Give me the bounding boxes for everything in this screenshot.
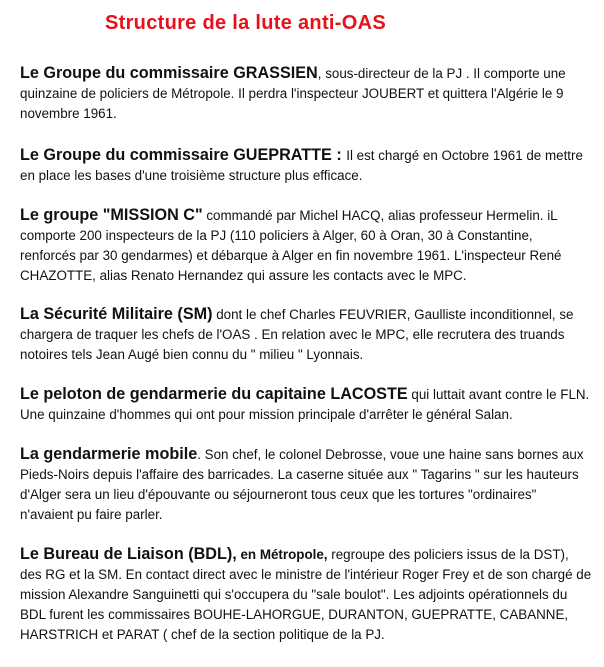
section-heading: Le groupe "MISSION C" [20, 206, 203, 224]
section-emphasis: en Métropole, [236, 547, 328, 562]
section-text: regroupe des policiers issus de la DST), des RG et la SM. En contact direct avec le ministre de l'intérieur Roger Frey et de son chargé de mission Alexandre Sanguinetti qui s'occupera du "sale boulot". Les adjoints opérationnels du BDL furent les commissaires BOUHE-LAHORGUE, DURANTON, GUEPRATTE, CABANNE, HARSTRICH et PARAT ( chef de la section politique de la PJ. [20, 547, 592, 642]
section-mission-c [20, 205, 592, 286]
section-heading: Le Groupe du commissaire GUEPRATTE : [20, 146, 347, 164]
section-peloton-lacoste [20, 384, 592, 425]
section-text: qui luttait avant contre le FLN. Une quinzaine d'hommes qui ont pour mission principale d'arrêter le général Salan. [20, 387, 590, 422]
section-text: dont le chef Charles FEUVRIER, Gaulliste inconditionnel, se chargera de traquer les chefs de l'OAS . En relation avec le MPC, elle recrutera des truands notoires tels Jean Augé bien connu du " milieu " Lyonnais. [20, 307, 574, 362]
section-text: commandé par Michel HACQ, alias professeur Hermelin. iL comporte 200 inspecteurs de la PJ (110 policiers à Alger, 60 à Oran, 30 à Constantine, renforcés par 30 gendarmes) et débarque à Alger en fin novembre 1961. L'inspecteur René CHAZOTTE, alias Renato Hernandez qui assure les contacts avec le MPC. [20, 208, 562, 283]
section-heading: La gendarmerie mobile [20, 445, 198, 463]
section-gendarmerie-mobile [20, 444, 592, 525]
section-text: . Son chef, le colonel Debrosse, voue une haine sans bornes aux Pieds-Noirs depuis l'affaire des barricades. La caserne située aux " Tagarins " sur les hauteurs d'Alger sera un lieu d'épouvante ou séjourneront tous ceux que les tortures "ordinaires" n'avaient pu faire parler. [20, 447, 584, 522]
section-heading: Le Groupe du commissaire GRASSIEN [20, 64, 318, 82]
section-guepratte [20, 145, 592, 186]
section-grassien [20, 63, 592, 124]
section-heading: La Sécurité Militaire (SM) [20, 305, 213, 323]
section-heading: Le peloton de gendarmerie du capitaine LACOSTE [20, 385, 408, 403]
section-text: , sous-directeur de la PJ . Il comporte une quinzaine de policiers de Métropole. Il perdra l'inspecteur JOUBERT et quittera l'Algérie le 9 novembre 1961. [20, 66, 566, 121]
page-title: Structure de la lute anti-OAS [105, 12, 386, 34]
section-text: Il est chargé en Octobre 1961 de mettre en place les bases d'une troisième structure plus efficace. [20, 148, 583, 183]
section-securite-militaire [20, 304, 592, 365]
section-bureau-liaison [20, 544, 592, 645]
section-heading: Le Bureau de Liaison (BDL), [20, 545, 237, 563]
